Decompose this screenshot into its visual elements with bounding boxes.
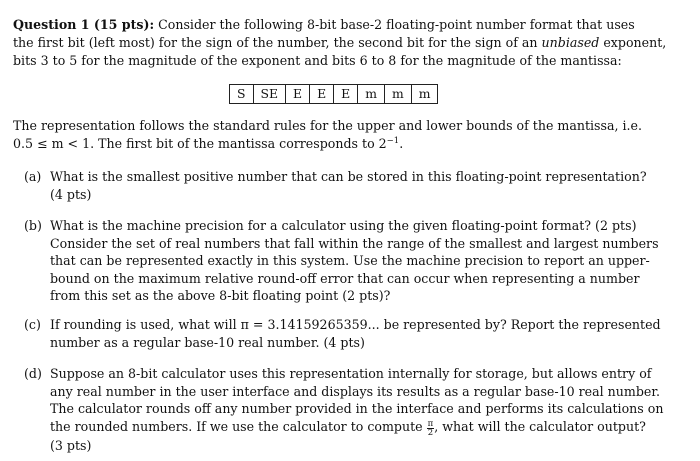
representation-text-2: 0.5 ≤ m < 1. The first bit of the mantissa corresponds to 2 [13, 136, 387, 151]
representation-text-1: The representation follows the standard rules for the upper and lower bounds of the mantissa, i.e. [13, 118, 642, 133]
representation-period: . [399, 136, 404, 151]
intro-text-1: Consider the following 8-bit base-2 floating-point number format that uses [158, 17, 635, 32]
part-line-with-fraction [50, 418, 684, 437]
question-heading: Question 1 (15 pts): [13, 17, 155, 32]
intro-text-2: the first bit (left most) for the sign of the number, the second bit for the sign of an [13, 35, 538, 50]
part-text [50, 316, 684, 351]
bit-cell: S [230, 85, 254, 103]
part-line-text: the rounded numbers. If we use the calculator to compute [50, 418, 423, 434]
fraction-denominator: 2 [427, 427, 434, 438]
bit-cell: E [334, 85, 358, 103]
bit-cell: E [310, 85, 334, 103]
part-line: number as a regular base-10 real number. (4 pts) [50, 334, 365, 350]
bit-cell: m [385, 85, 412, 103]
intro-emphasis-unbiased: unbiased [541, 35, 600, 50]
bit-layout-table [229, 84, 438, 104]
part-line: from this set as the above 8-bit floating point (2 pts)? [50, 288, 391, 303]
part-line: (3 pts) [50, 437, 92, 453]
part-text [50, 217, 684, 305]
part-text [50, 365, 684, 454]
part-text [50, 168, 684, 203]
bit-cell: SE [254, 85, 287, 103]
intro-line-2 [13, 34, 666, 52]
bit-cell: m [358, 85, 385, 103]
representation-line-2 [13, 135, 403, 153]
part-line: bound on the maximum relative round-off error that can occur when representing a number [50, 270, 640, 286]
bit-cell: m [412, 85, 439, 103]
part-line: What is the machine precision for a calculator using the given floating-point format? (2 pts) [50, 218, 637, 233]
exponent-superscript: −1 [386, 136, 400, 146]
intro-text-2-end: exponent, [603, 35, 667, 50]
bit-cell: E [286, 85, 310, 103]
intro-line-1 [13, 16, 635, 34]
part-label: (b) [24, 218, 42, 233]
part-line: any real number in the user interface and displays its results as a regular base-10 real number. [50, 383, 660, 399]
part-label: (c) [24, 317, 41, 332]
part-line: If rounding is used, what will π = 3.14159265359... be represented by? Report the represented [50, 317, 661, 332]
intro-line-3 [13, 52, 622, 70]
part-line: What is the smallest positive number that can be stored in this floating-point representation? [50, 169, 647, 184]
fraction-numerator: π [427, 418, 434, 429]
part-line: (4 pts) [50, 186, 92, 202]
intro-text-3: bits 3 to 5 for the magnitude of the exponent and bits 6 to 8 for the magnitude of the mantissa: [13, 53, 622, 68]
part-line: The calculator rounds off any number provided in the interface and performs its calculations on [50, 401, 664, 416]
representation-line-1 [13, 117, 642, 135]
part-label: (a) [24, 169, 42, 184]
part-line: Suppose an 8-bit calculator uses this representation internally for storage, but allows entry of [50, 366, 652, 381]
part-label: (d) [24, 366, 42, 381]
part-line: that can be represented exactly in this system. Use the machine precision to report an upper- [50, 253, 650, 268]
part-line: Consider the set of real numbers that fall within the range of the smallest and largest numbers [50, 235, 659, 251]
part-line-text-end: , what will the calculator output? [434, 418, 646, 434]
